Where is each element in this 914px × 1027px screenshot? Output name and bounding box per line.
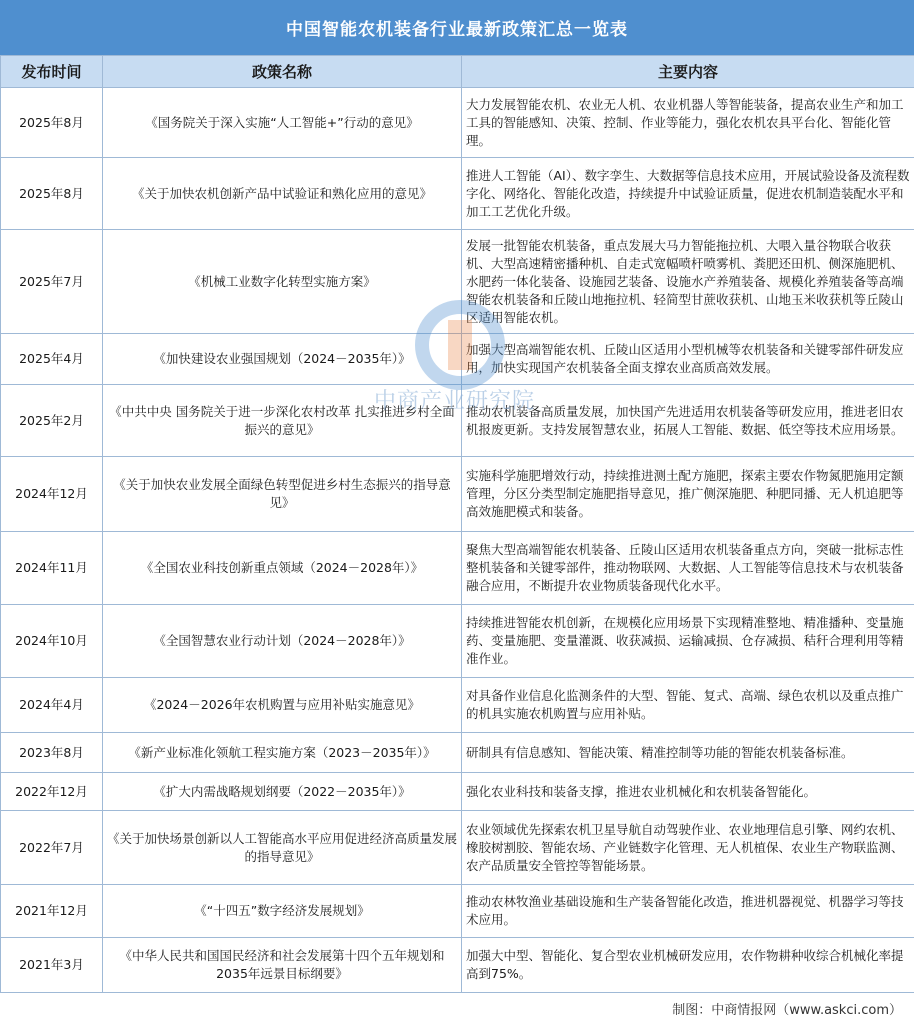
table-header-row	[1, 56, 914, 88]
table-row	[1, 938, 914, 993]
cell-date: 2024年4月	[1, 678, 103, 733]
table-row	[1, 733, 914, 773]
cell-content: 加强大中型、智能化、复合型农业机械研发应用，农作物耕种收综合机械化率提高到75%。	[462, 938, 914, 993]
cell-policy-name: 《新产业标准化领航工程实施方案（2023－2035年）》	[103, 733, 462, 773]
cell-policy-name: 《全国智慧农业行动计划（2024－2028年）》	[103, 605, 462, 678]
cell-policy-name: 《扩大内需战略规划纲要（2022－2035年）》	[103, 773, 462, 811]
table-row	[1, 678, 914, 733]
cell-content: 研制具有信息感知、智能决策、精准控制等功能的智能农机装备标准。	[462, 733, 914, 773]
cell-content: 强化农业科技和装备支撑，推进农业机械化和农机装备智能化。	[462, 773, 914, 811]
cell-date: 2025年8月	[1, 88, 103, 158]
cell-content: 推动农林牧渔业基础设施和生产装备智能化改造，推进机器视觉、机器学习等技术应用。	[462, 885, 914, 938]
cell-content: 对具备作业信息化监测条件的大型、智能、复式、高端、绿色农机以及重点推广的机具实施农机购置与应用补贴。	[462, 678, 914, 733]
table-row	[1, 885, 914, 938]
page-title: 中国智能农机装备行业最新政策汇总一览表	[0, 0, 914, 55]
table-row	[1, 605, 914, 678]
cell-date: 2021年3月	[1, 938, 103, 993]
cell-policy-name: 《关于加快农业发展全面绿色转型促进乡村生态振兴的指导意见》	[103, 457, 462, 532]
table-row	[1, 158, 914, 230]
cell-content: 推进人工智能（AI）、数字孪生、大数据等信息技术应用，开展试验设备及流程数字化、网络化、智能化改造，持续提升中试验证质量，促进农机制造装配水平和加工工艺优化升级。	[462, 158, 914, 230]
cell-date: 2025年2月	[1, 385, 103, 457]
cell-date: 2024年10月	[1, 605, 103, 678]
cell-content: 加强大型高端智能农机、丘陵山区适用小型机械等农机装备和关键零部件研发应用，加快实现国产农机装备全面支撑农业高质高效发展。	[462, 334, 914, 385]
table-row	[1, 532, 914, 605]
cell-policy-name: 《中共中央 国务院关于进一步深化农村改革 扎实推进乡村全面振兴的意见》	[103, 385, 462, 457]
cell-date: 2021年12月	[1, 885, 103, 938]
table-row	[1, 334, 914, 385]
cell-content: 持续推进智能农机创新，在规模化应用场景下实现精准整地、精准播种、变量施药、变量施肥、变量灌溉、收获减损、运输减损、仓存减损、秸秆合理利用等精准作业。	[462, 605, 914, 678]
table-row	[1, 88, 914, 158]
cell-content: 聚焦大型高端智能农机装备、丘陵山区适用农机装备重点方向，突破一批标志性整机装备和关键零部件，推动物联网、大数据、人工智能等信息技术与农机装备融合应用，不断提升农业物质装备现代化水平。	[462, 532, 914, 605]
cell-date: 2024年12月	[1, 457, 103, 532]
cell-policy-name: 《“十四五”数字经济发展规划》	[103, 885, 462, 938]
cell-policy-name: 《关于加快场景创新以人工智能高水平应用促进经济高质量发展的指导意见》	[103, 811, 462, 885]
cell-policy-name: 《2024－2026年农机购置与应用补贴实施意见》	[103, 678, 462, 733]
header-content: 主要内容	[462, 56, 914, 88]
cell-content: 农业领域优先探索农机卫星导航自动驾驶作业、农业地理信息引擎、网约农机、橡胶树割胶、智能农场、产业链数字化管理、无人机植保、农业生产物联监测、农产品质量安全管控等智能场景。	[462, 811, 914, 885]
watermark-text: 中商产业研究院	[374, 389, 536, 414]
cell-date: 2025年7月	[1, 230, 103, 334]
table-row	[1, 230, 914, 334]
cell-content: 大力发展智能农机、农业无人机、农业机器人等智能装备，提高农业生产和加工工具的智能感知、决策、控制、作业等能力，强化农机农具平台化、智能化管理。	[462, 88, 914, 158]
table-row	[1, 385, 914, 457]
cell-content: 实施科学施肥增效行动，持续推进测土配方施肥，探索主要农作物氮肥施用定额管理，分区分类型制定施肥指导意见，推广侧深施肥、种肥同播、无人机追肥等高效施肥模式和装备。	[462, 457, 914, 532]
cell-date: 2024年11月	[1, 532, 103, 605]
cell-policy-name: 《全国农业科技创新重点领域（2024－2028年）》	[103, 532, 462, 605]
cell-content: 推动农机装备高质量发展，加快国产先进适用农机装备等研发应用，推进老旧农机报废更新。支持发展智慧农业，拓展人工智能、数据、低空等技术应用场景。	[462, 385, 914, 457]
cell-date: 2025年4月	[1, 334, 103, 385]
table-row	[1, 811, 914, 885]
cell-date: 2025年8月	[1, 158, 103, 230]
header-name: 政策名称	[103, 56, 462, 88]
cell-policy-name: 《机械工业数字化转型实施方案》	[103, 230, 462, 334]
policy-table	[0, 55, 914, 993]
cell-policy-name: 《国务院关于深入实施“人工智能+”行动的意见》	[103, 88, 462, 158]
table-row	[1, 457, 914, 532]
header-date: 发布时间	[1, 56, 103, 88]
table-row	[1, 773, 914, 811]
cell-content: 发展一批智能农机装备，重点发展大马力智能拖拉机、大喂入量谷物联合收获机、大型高速精密播种机、自走式宽幅喷杆喷雾机、粪肥还田机、侧深施肥机、水肥药一体化装备、设施园艺装备、设施水产养殖装备、规模化养殖装备等高端智能农机装备和丘陵山地拖拉机、轻简型甘蔗收获机、山地玉米收获机等丘陵山区适用智能农机。	[462, 230, 914, 334]
cell-date: 2022年7月	[1, 811, 103, 885]
cell-policy-name: 《中华人民共和国国民经济和社会发展第十四个五年规划和2035年远景目标纲要》	[103, 938, 462, 993]
cell-policy-name: 《加快建设农业强国规划（2024－2035年）》	[103, 334, 462, 385]
source-footer: 制图：中商情报网（www.askci.com）	[672, 1003, 902, 1018]
cell-policy-name: 《关于加快农机创新产品中试验证和熟化应用的意见》	[103, 158, 462, 230]
cell-date: 2022年12月	[1, 773, 103, 811]
cell-date: 2023年8月	[1, 733, 103, 773]
